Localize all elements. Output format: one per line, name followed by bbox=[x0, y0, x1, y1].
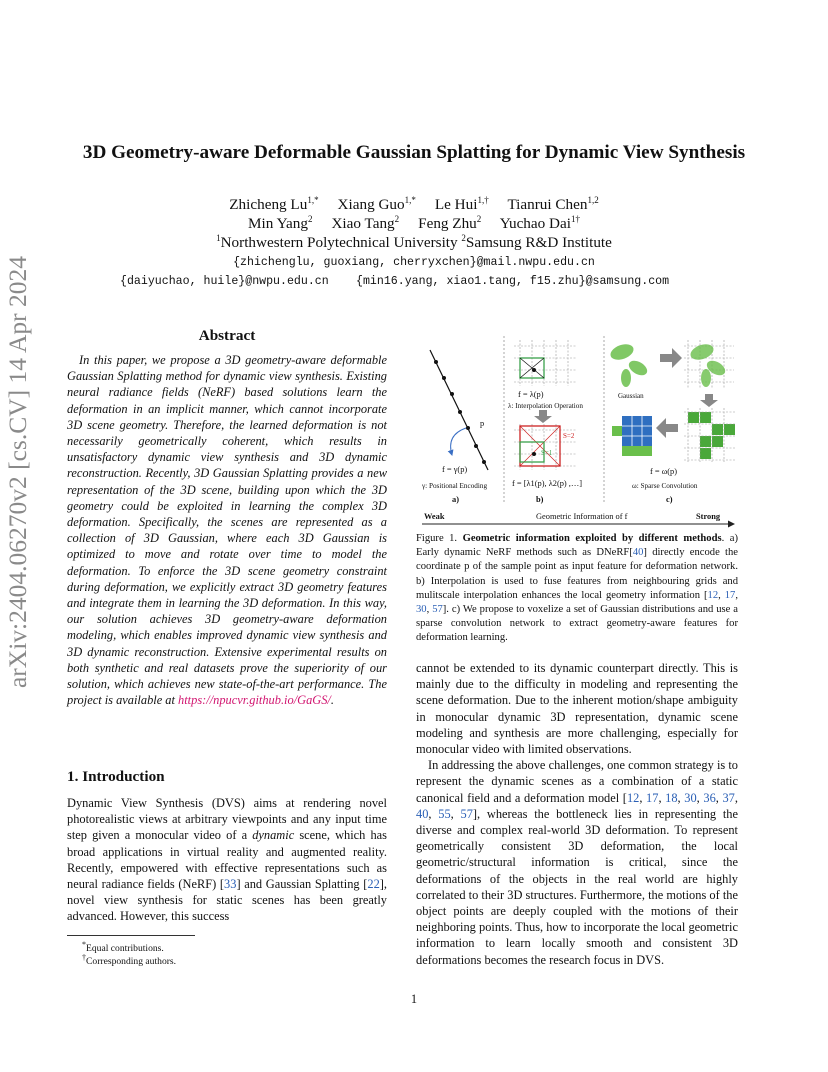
grid-top bbox=[514, 340, 576, 386]
figure-1 bbox=[416, 330, 740, 530]
citation-link[interactable]: 57 bbox=[432, 604, 443, 616]
footnote-rule bbox=[67, 935, 195, 936]
gaussian-label: Gaussian bbox=[618, 392, 644, 400]
tag-b: b) bbox=[536, 495, 544, 504]
eq-b1: f = λ(p) bbox=[518, 390, 544, 399]
citation-link[interactable]: 36 bbox=[703, 790, 716, 805]
citation-link[interactable]: 40 bbox=[632, 547, 644, 559]
left-arrow-c bbox=[656, 418, 678, 438]
down-arrow-c bbox=[700, 394, 718, 407]
figure-caption: Figure 1. Geometric information exploited by different methods. a) Early dynamic NeRF methods such as DNeRF[40] directly encode the coordinate p of the sample point as input feature for deformation network. b) Interpolation is used to fuse features from neighbouring grids and mulitscale interpolation enhances the local geometry information [12, 17, 30, 57]. c) We propose to voxelize a set of Gaussian distributions and use a sparse convolution network to extract geometry-aware features for deformation learning. bbox=[416, 533, 738, 644]
gaussian-blobs bbox=[608, 341, 649, 387]
desc-b1: λ: Interpolation Operation bbox=[508, 402, 583, 410]
tag-a: a) bbox=[452, 495, 459, 504]
footnote-2: †Corresponding authors. bbox=[82, 953, 177, 968]
scale-1-label: S=1 bbox=[541, 449, 553, 457]
citation-link[interactable]: 30 bbox=[684, 790, 697, 805]
project-link[interactable]: https://npucvr.github.io/GaGS/ bbox=[178, 693, 331, 708]
author-name: Feng Zhu bbox=[418, 215, 477, 233]
author-line-1: Zhicheng $Lu^{1,*}$ Xiang Guo$^{1,*}$ Le Hui$^{1,\dagger}$ Tianrui Chen$^{1,2}$ bbox=[229, 195, 599, 214]
desc-c: ω: Sparse Convolution bbox=[632, 482, 698, 490]
citation-link[interactable]: 18 bbox=[665, 790, 678, 805]
axis-label: Geometric Information of f bbox=[536, 512, 628, 521]
affiliation-2: Samsung R&D Institute bbox=[465, 234, 612, 252]
affiliations: $^1$Northwestern Polytechnical University $^2$Samsung R&D Institute bbox=[216, 233, 612, 252]
author-name: Zhicheng Lu bbox=[229, 196, 308, 214]
paragraph: cannot be extended to its dynamic counterpart directly. This is mainly due to the difficulty in modeling and representing the scene deformation. Due to the inherent motion/shape ambiguity in monocular dynamic 3D representation, dynamic scene modeling and synthesis are more challenging, especially for monocular video with limited observations. bbox=[416, 661, 738, 757]
trajectory-line bbox=[430, 350, 488, 470]
right-column bbox=[416, 660, 738, 968]
paper-title: 3D Geometry-aware Deformable Gaussian Splatting for Dynamic View Synthesis bbox=[82, 142, 746, 163]
author-name: Xiao Tang bbox=[331, 215, 395, 233]
citation-link[interactable]: 17 bbox=[646, 790, 659, 805]
email-line-2: {daiyuchao, huile}@nwpu.edu.cn bbox=[120, 275, 329, 288]
point-label: p bbox=[480, 419, 485, 428]
sparse-conv-kernel bbox=[612, 416, 652, 456]
intro-paragraph: Dynamic View Synthesis (DVS) aims at rendering novel photorealistic views at arbitrary viewpoints and any input time step given a monocular video of a dynamic scene, which has broad applications in virtual reality and augmented reality. Recently, empowered with effective representations such as neural radiance fields (NeRF) [33] and Gaussian Splatting [22], novel view synthesis for static scenes has been greatly advanced. However, this success bbox=[67, 796, 387, 924]
query-point bbox=[532, 452, 536, 456]
author-name: Tianrui Chen bbox=[507, 196, 588, 214]
abstract-heading: Abstract bbox=[198, 327, 256, 344]
citation-link[interactable]: 33 bbox=[224, 877, 237, 892]
citation-link[interactable]: 37 bbox=[722, 790, 735, 805]
page-number: 1 bbox=[410, 992, 418, 1006]
right-arrow-c bbox=[660, 348, 682, 368]
citation-link[interactable]: 17 bbox=[724, 589, 736, 601]
citation-link[interactable]: 30 bbox=[416, 604, 427, 616]
query-point bbox=[532, 368, 536, 372]
affiliation-1: Northwestern Polytechnical University bbox=[220, 234, 462, 252]
tag-c: c) bbox=[666, 495, 673, 504]
email-line-3: {min16.yang, xiao1.tang, f15.zhu}@samsung.com bbox=[356, 275, 670, 288]
eq-c: f = ω(p) bbox=[650, 467, 677, 476]
citation-link[interactable]: 12 bbox=[707, 589, 719, 601]
author-line-2: Min Yang$^2$ Xiao Tang$^2$ Feng Zhu$^2$ Yuchao Dai$^{1\dagger}$ bbox=[248, 214, 580, 233]
intro-heading: 1. Introduction bbox=[67, 768, 165, 785]
citation-link[interactable]: 57 bbox=[460, 806, 473, 821]
scale-2-label: S=2 bbox=[563, 432, 575, 440]
citation-link[interactable]: 55 bbox=[438, 806, 451, 821]
occupied-voxels bbox=[688, 412, 735, 459]
email-line-1: {zhichenglu, guoxiang, cherryxchen}@mail.nwpu.edu.cn bbox=[233, 256, 595, 269]
down-arrow-b bbox=[534, 410, 552, 423]
citation-link[interactable]: 40 bbox=[416, 806, 429, 821]
eq-b2: f = [λ1(p), λ2(p) ,…] bbox=[512, 479, 583, 488]
desc-a: γ: Positional Encoding bbox=[422, 482, 488, 490]
scale-2-lines bbox=[520, 426, 560, 466]
encode-arrow bbox=[451, 428, 466, 455]
arxiv-stamp-text: arXiv:2404.06270v2 [cs.CV] 14 Apr 2024 bbox=[3, 255, 32, 689]
axis-weak: Weak bbox=[424, 512, 445, 521]
author-name: Le Hui bbox=[434, 196, 478, 214]
paragraph: In addressing the above challenges, one common strategy is to represent the dynamic scenes as a combination of a static canonical field and a deformation model [12, 17, 18, 30, 36, 37, 40, 55, 57], whereas the bottleneck lies in representing the diverse and complex real-world 3D deformation. To represent geometrically consistent 3D deformation, the local geometric/structural information is critical, since the deformations of the objects in the real world are highly correlated to their 3D structures. Furthermore, the motions of the object points are deeply coupled with the motions of their neighboring points. Thus, how to incorporate the local geometric information to learn locally smooth and consistent 3D deformations becomes the research focus in DVS. bbox=[416, 758, 738, 967]
citation-link[interactable]: 22 bbox=[367, 877, 380, 892]
author-name: Yuchao Dai bbox=[499, 215, 571, 233]
voxelized-gaussians bbox=[688, 341, 727, 387]
abstract-body: In this paper, we propose a 3D geometry-aware deformable Gaussian Splatting method for dynamic view synthesis. Existing neural radiance fields (NeRF) based solutions learn the deformation in an implicit manner, which cannot incorporate 3D scene geometry. Therefore, the learned deformation is not necessarily geometrically coherent, which results in unsatisfactory dynamic view synthesis and 3D dynamic reconstruction. Recently, 3D Gaussian Splatting provides a new representation of the 3D scene, building upon which the 3D geometry could be exploited in learning the complex 3D deformation. Specifically, the scenes are represented as a collection of 3D Gaussian, where each 3D Gaussian is optimized to move and rotate over time to model the deformation. To enforce the 3D scene geometry constraint during deformation, we explicitly extract 3D geometry features and integrate them in learning the 3D deformation. In this way, our solution achieves 3D geometry-aware deformation modeling, which enables improved dynamic view synthesis and 3D dynamic reconstruction. Extensive experimental results on both synthetic and real datasets prove the superiority of our solution, which achieves new state-of-the-art performance. The project is available at https://npucvr.github.io/GaGS/. bbox=[67, 353, 387, 708]
footnote-1: *Equal contributions. bbox=[82, 940, 164, 955]
axis-strong: Strong bbox=[696, 512, 721, 521]
author-name: Min Yang bbox=[248, 215, 308, 233]
author-name: Xiang Guo bbox=[337, 196, 405, 214]
eq-a: f = γ(p) bbox=[442, 465, 468, 474]
citation-link[interactable]: 12 bbox=[626, 790, 640, 805]
